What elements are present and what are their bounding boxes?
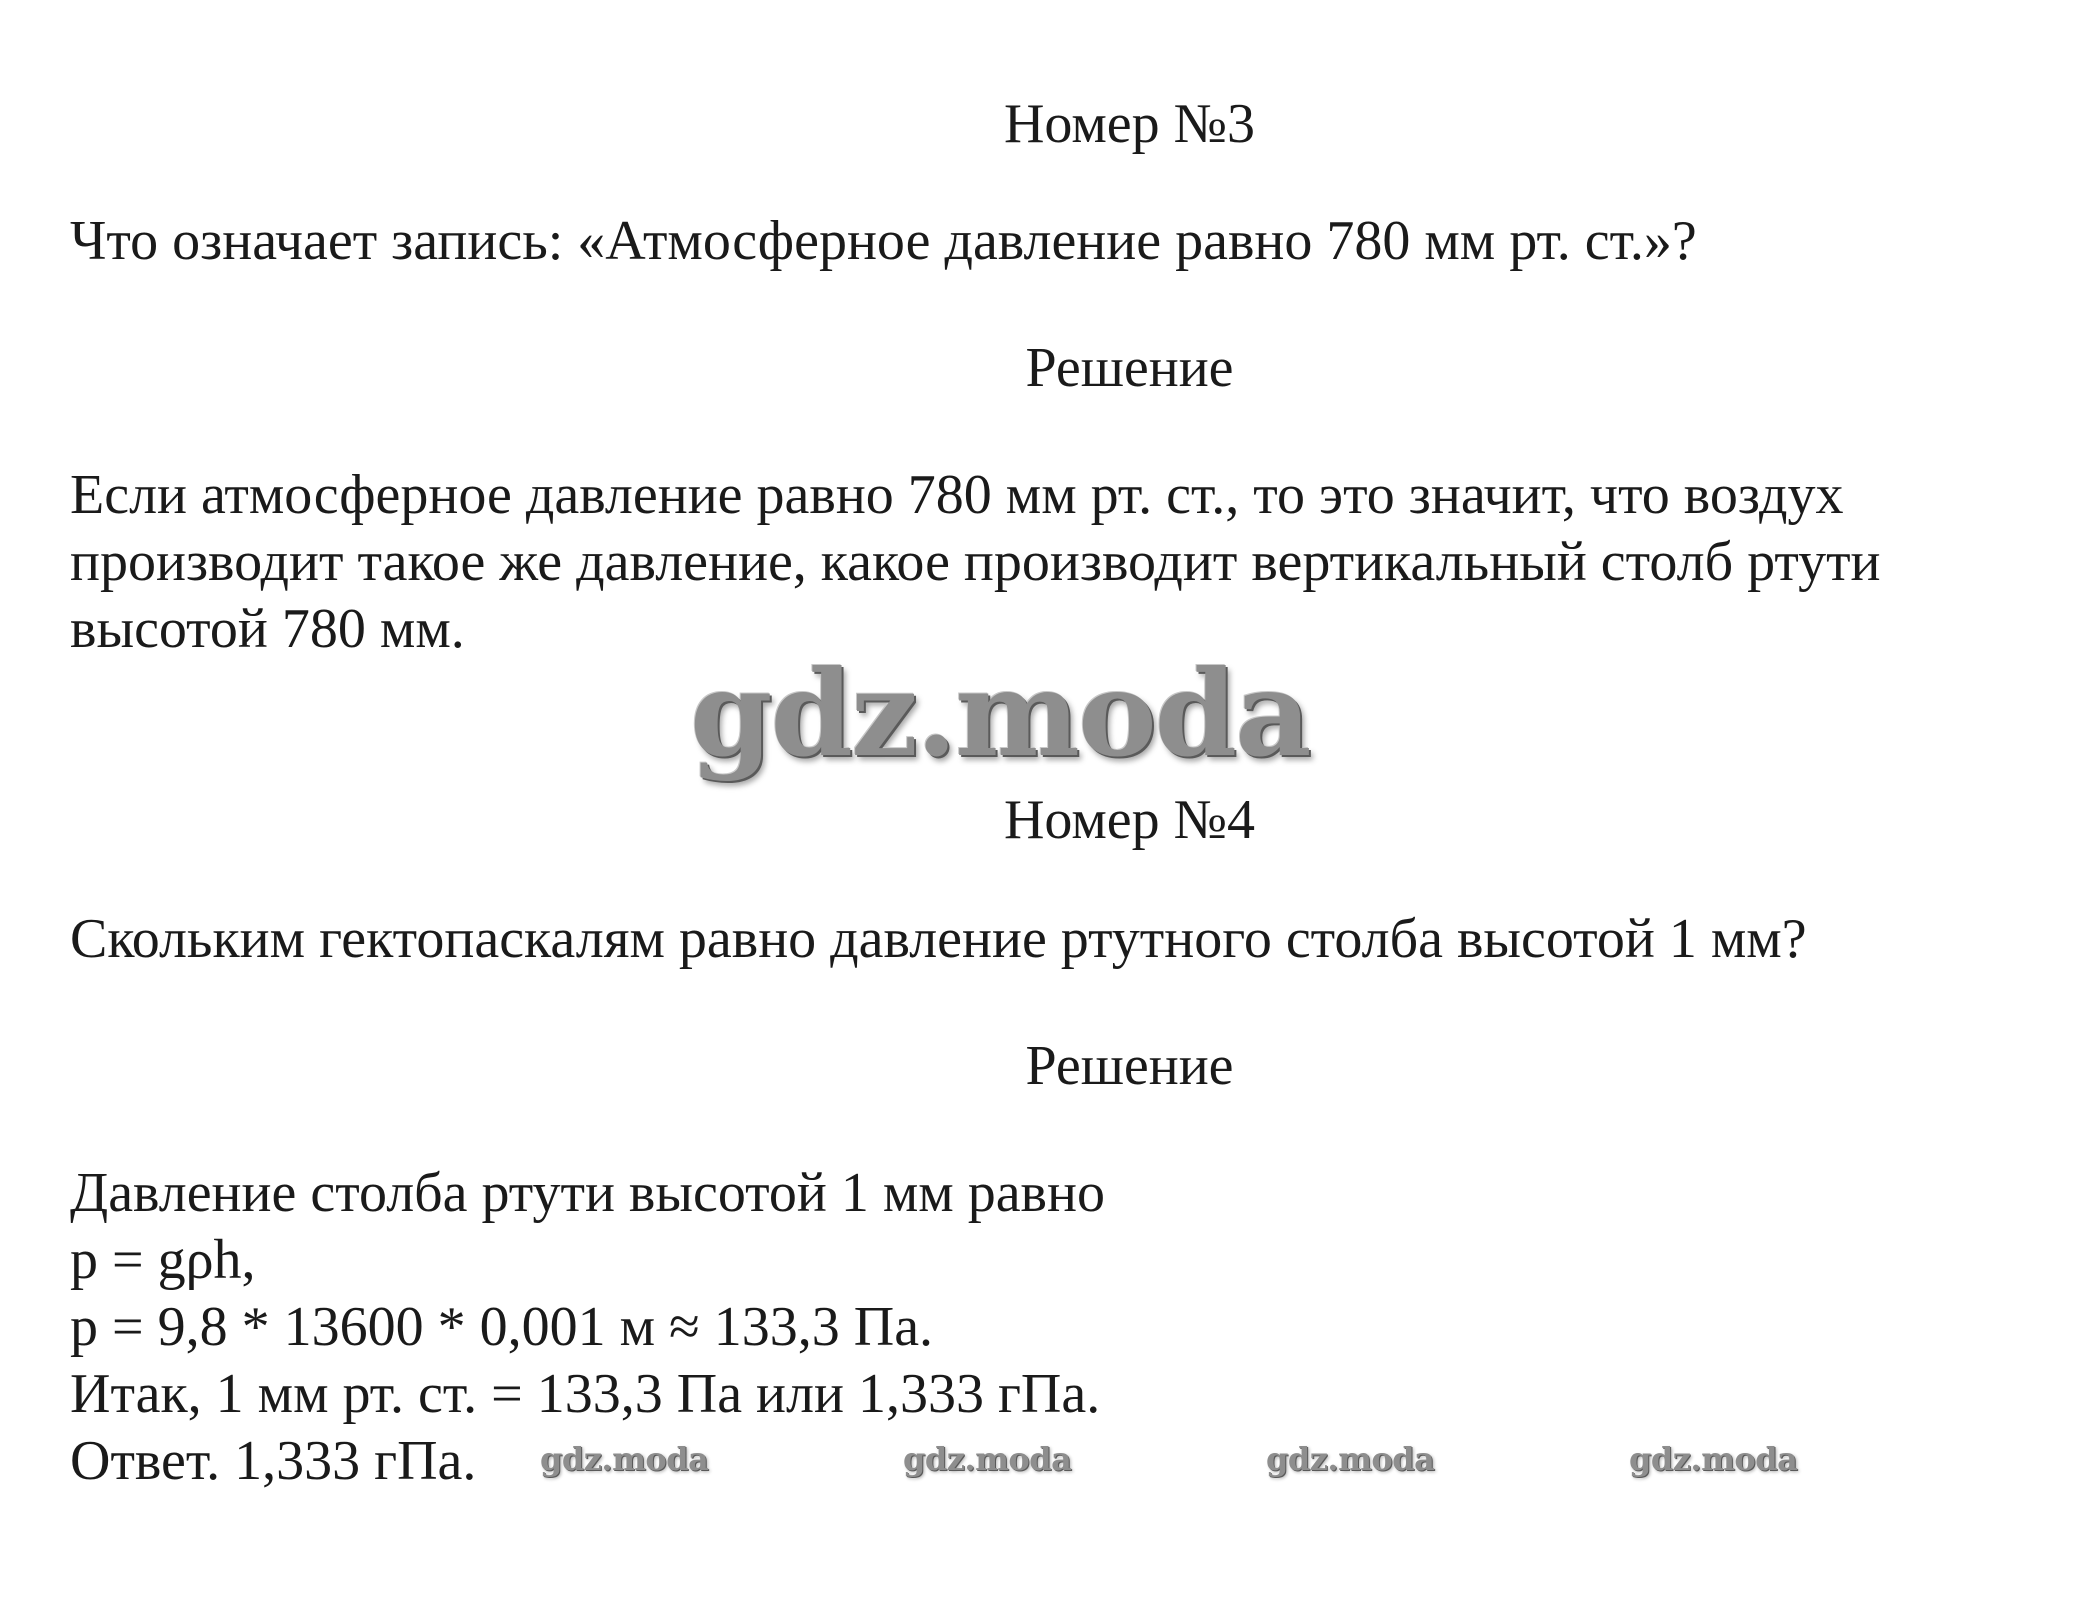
watermark-small: gdz.moda: [1629, 1440, 1798, 1478]
question-3: [70, 208, 2060, 275]
watermark-logo: gdz.moda: [690, 644, 1310, 783]
solution-line: Итак, 1 мм рт. ст. = 133,3 Па или 1,333 гПа.: [70, 1363, 1101, 1425]
solution-line: производит такое же давление, какое производит вертикальный столб ртути: [70, 531, 1881, 593]
watermark-small: gdz.moda: [1266, 1440, 1435, 1478]
formula-line: p = gρh,: [70, 1229, 256, 1291]
formula-line: p = 9,8 * 13600 * 0,001 м ≈ 133,3 Па.: [70, 1296, 934, 1358]
solution-label-3: Решение: [1025, 337, 1234, 399]
answer-line: Ответ. 1,333 гПа.: [70, 1430, 477, 1492]
solution-line: Если атмосферное давление равно 780 мм рт. ст., то это значит, что воздух: [70, 464, 1844, 526]
solution-line: высотой 780 мм.: [70, 598, 465, 660]
solution-3: [70, 462, 2060, 663]
solution-line: Давление столба ртути высотой 1 мм равно: [70, 1162, 1105, 1224]
watermark-small: gdz.moda: [903, 1440, 1072, 1478]
question-text: Что означает запись: «Атмосферное давление равно 780 мм рт. ст.»?: [70, 210, 1697, 272]
watermark-small: gdz.moda: [540, 1440, 709, 1478]
question-4: [70, 906, 2060, 973]
solution-label-4: Решение: [1025, 1035, 1234, 1097]
section-title-4: Номер №4: [1003, 789, 1256, 851]
question-text: Скольким гектопаскалям равно давление ртутного столба высотой 1 мм?: [70, 908, 1807, 970]
section-title-3: Номер №3: [1003, 93, 1256, 155]
